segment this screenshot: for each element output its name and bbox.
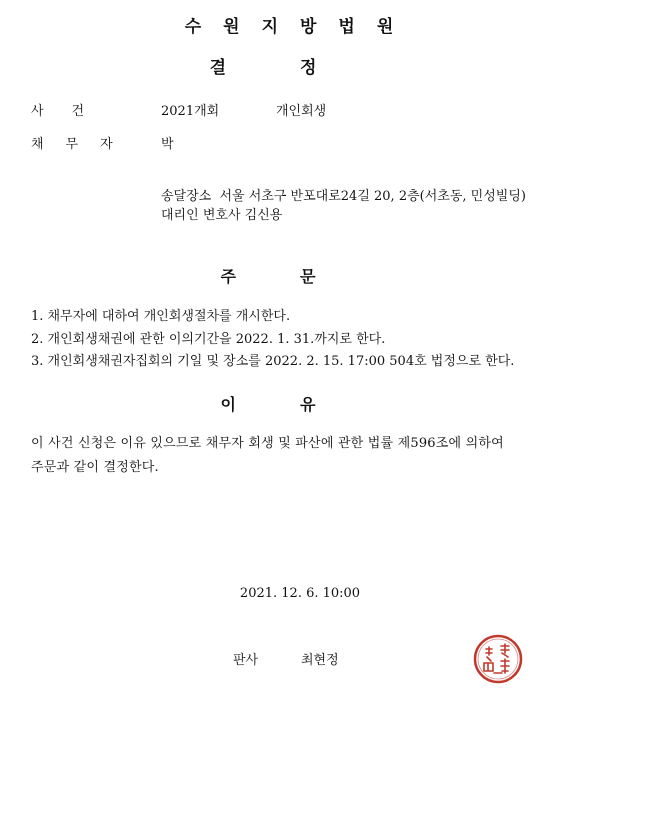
document-type: 결정 bbox=[209, 58, 391, 78]
agent-label: 대리인 bbox=[161, 208, 199, 223]
case-name: 개인회생 bbox=[276, 104, 327, 119]
delivery-line bbox=[161, 185, 526, 204]
reason-title: 이유 bbox=[220, 395, 380, 414]
order-title: 주문 bbox=[220, 267, 380, 286]
delivery-address: 서울 서초구 반포대로24길 20, 2층(서초동, 민성빌딩) bbox=[219, 189, 526, 204]
judge-seal-icon bbox=[472, 633, 524, 685]
reason-line-2: 주문과 같이 결정한다. bbox=[31, 460, 159, 475]
decision-date: 2021. 12. 6. 10:00 bbox=[239, 586, 361, 601]
judge-label: 판사 bbox=[233, 653, 259, 668]
judge-name: 최현정 bbox=[301, 653, 339, 668]
reason-line-1: 이 사건 신청은 이유 있으므로 채무자 회생 및 파산에 관한 법률 제596조에 의하여 bbox=[31, 436, 504, 451]
agent-name: 변호사 김신용 bbox=[202, 208, 283, 223]
order-item-2: 2. 개인회생채권에 관한 이의기간을 2022. 1. 31.까지로 한다. bbox=[31, 332, 386, 347]
case-label: 사건 bbox=[31, 104, 113, 119]
case-number: 2021개회 bbox=[161, 104, 220, 119]
debtor-name: 박 bbox=[161, 137, 174, 152]
delivery-label: 송달장소 bbox=[161, 189, 212, 204]
agent-line bbox=[161, 204, 282, 223]
order-item-1: 1. 채무자에 대하여 개인회생절차를 개시한다. bbox=[31, 309, 291, 324]
order-item-3: 3. 개인회생채권자집회의 기일 및 장소를 2022. 2. 15. 17:00 504호 법정으로 한다. bbox=[31, 354, 515, 369]
court-name: 수원지방법원 bbox=[184, 17, 416, 37]
debtor-label: 채무자 bbox=[31, 137, 135, 152]
